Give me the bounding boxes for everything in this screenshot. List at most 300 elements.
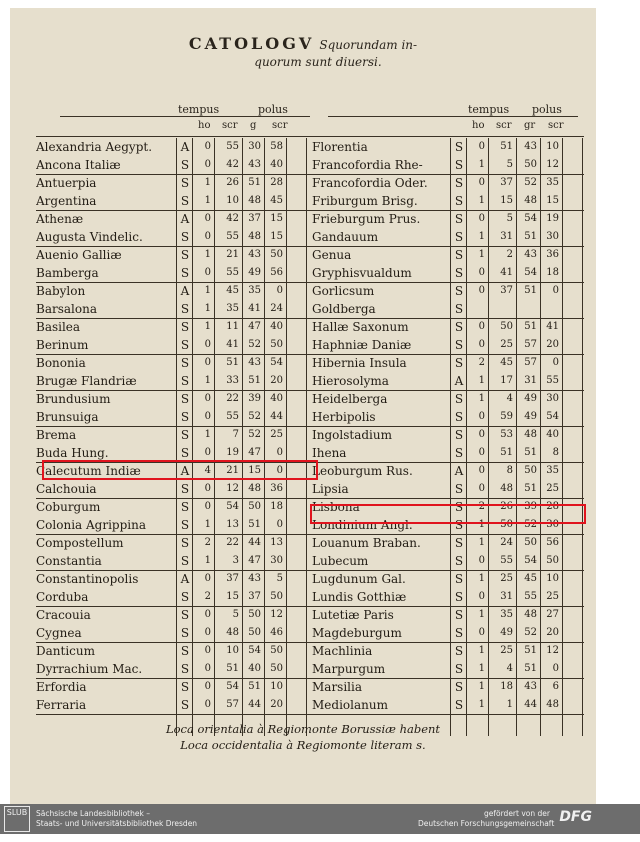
right-position-letter: A (454, 464, 464, 478)
right-value: 0 (478, 321, 485, 332)
left-place-name: Ferraria (36, 698, 87, 712)
left-value: 1 (204, 375, 211, 386)
left-place-name: Erfordia (36, 680, 87, 694)
left-place-name: Babylon (36, 284, 86, 298)
left-value: 28 (270, 177, 283, 188)
row-pair-rule (36, 318, 584, 319)
left-value: 0 (204, 627, 211, 638)
table-row (10, 212, 596, 227)
table-row (10, 626, 596, 641)
left-position-letter: S (180, 554, 190, 568)
left-value: 21 (226, 465, 239, 476)
row-pair-rule (36, 426, 584, 427)
table-row (10, 482, 596, 497)
left-value: 0 (204, 213, 211, 224)
right-value: 0 (552, 285, 559, 296)
left-value: 3 (232, 555, 239, 566)
left-place-name: Alexandria Aegypt. (36, 140, 153, 154)
right-place-name: Friburgum Brisg. (312, 194, 418, 208)
right-value: 10 (546, 141, 559, 152)
right-value: 59 (500, 411, 513, 422)
right-sub-ho: ho (472, 120, 485, 131)
right-value: 49 (524, 411, 537, 422)
table-row (10, 320, 596, 335)
left-value: 4 (204, 465, 211, 476)
right-value: 39 (524, 501, 537, 512)
left-tempus-header: tempus (178, 103, 220, 116)
table-row (10, 662, 596, 677)
right-value: 0 (478, 411, 485, 422)
right-value: 6 (552, 681, 559, 692)
left-value: 0 (204, 609, 211, 620)
library-name-2: Staats- und Universitätsbibliothek Dresden (36, 819, 198, 828)
left-value: 44 (270, 411, 283, 422)
table-row (10, 536, 596, 551)
left-value: 40 (270, 393, 283, 404)
right-value: 35 (546, 465, 559, 476)
left-place-name: Calchouia (36, 482, 97, 496)
right-place-name: Lipsia (312, 482, 349, 496)
right-position-letter: S (454, 266, 464, 280)
left-position-letter: A (180, 464, 190, 478)
table-row (10, 680, 596, 695)
left-value: 37 (226, 573, 239, 584)
left-value: 0 (204, 573, 211, 584)
left-place-name: Dyrrachium Mac. (36, 662, 143, 676)
right-place-name: Magdeburgum (312, 626, 402, 640)
header-rule-left (60, 116, 310, 117)
right-value: 0 (478, 627, 485, 638)
right-value: 30 (546, 393, 559, 404)
left-value: 51 (248, 375, 261, 386)
right-value: 19 (546, 213, 559, 224)
right-value: 0 (478, 339, 485, 350)
right-value: 0 (478, 177, 485, 188)
right-position-letter: S (454, 248, 464, 262)
left-value: 1 (204, 249, 211, 260)
left-place-name: Cracouia (36, 608, 91, 622)
left-place-name: Augusta Vindelic. (36, 230, 143, 244)
right-value: 48 (524, 429, 537, 440)
left-position-letter: S (180, 194, 190, 208)
right-value: 40 (546, 429, 559, 440)
left-place-name: Berinum (36, 338, 89, 352)
right-position-letter: S (454, 284, 464, 298)
table-row (10, 572, 596, 587)
left-value: 0 (204, 447, 211, 458)
right-value: 2 (506, 249, 513, 260)
left-value: 47 (248, 555, 261, 566)
left-value: 52 (248, 339, 261, 350)
right-position-letter: S (454, 518, 464, 532)
left-value: 58 (270, 141, 283, 152)
right-place-name: Londinium Angl. (312, 518, 413, 532)
right-position-letter: S (454, 158, 464, 172)
right-value: 5 (506, 159, 513, 170)
left-value: 51 (248, 519, 261, 530)
right-value: 52 (524, 627, 537, 638)
table-row (10, 284, 596, 299)
left-value: 50 (270, 339, 283, 350)
left-value: 15 (226, 591, 239, 602)
left-value: 51 (248, 681, 261, 692)
right-value: 57 (524, 357, 537, 368)
left-value: 44 (248, 537, 261, 548)
left-value: 42 (226, 213, 239, 224)
right-place-name: Lisbona (312, 500, 360, 514)
left-place-name: Bononia (36, 356, 86, 370)
right-value: 1 (478, 393, 485, 404)
right-value: 15 (546, 195, 559, 206)
right-sub-scr2: scr (548, 120, 564, 131)
right-value: 25 (500, 645, 513, 656)
table-row (10, 356, 596, 371)
table-row (10, 158, 596, 173)
right-value: 31 (500, 591, 513, 602)
right-place-name: Gryphisvualdum (312, 266, 412, 280)
table-row (10, 176, 596, 191)
highlight-lisbona (310, 504, 586, 524)
right-value: 41 (500, 267, 513, 278)
left-value: 1 (204, 195, 211, 206)
right-value: 18 (546, 267, 559, 278)
left-value: 55 (226, 267, 239, 278)
left-value: 19 (226, 447, 239, 458)
right-value: 1 (478, 573, 485, 584)
left-value: 50 (270, 591, 283, 602)
left-value: 41 (248, 303, 261, 314)
left-value: 52 (248, 429, 261, 440)
left-position-letter: A (180, 572, 190, 586)
left-position-letter: S (180, 536, 190, 550)
right-value: 55 (524, 591, 537, 602)
right-value: 18 (500, 681, 513, 692)
left-position-letter: S (180, 608, 190, 622)
left-position-letter: S (180, 500, 190, 514)
left-value: 15 (248, 465, 261, 476)
funder-line-1: gefördert von der (484, 809, 550, 818)
right-position-letter: S (454, 338, 464, 352)
right-place-name: Lugdunum Gal. (312, 572, 406, 586)
left-position-letter: S (180, 410, 190, 424)
left-value: 51 (226, 663, 239, 674)
right-position-letter: A (454, 374, 464, 388)
left-place-name: Auenio Galliæ (36, 248, 122, 262)
left-value: 43 (248, 357, 261, 368)
left-position-letter: S (180, 176, 190, 190)
table-row (10, 248, 596, 263)
right-position-letter: S (454, 554, 464, 568)
left-value: 18 (270, 501, 283, 512)
right-position-letter: S (454, 230, 464, 244)
right-value: 51 (524, 663, 537, 674)
right-value: 0 (478, 483, 485, 494)
right-value: 25 (546, 483, 559, 494)
left-value: 25 (270, 429, 283, 440)
left-place-name: Antuerpia (36, 176, 97, 190)
table-row (10, 392, 596, 407)
left-polus-header: polus (258, 103, 288, 116)
left-value: 54 (226, 681, 239, 692)
footnote-line-1: Loca orientalia à Regiomonte Borussiæ habent (165, 722, 441, 736)
left-place-name: Ancona Italiæ (36, 158, 121, 172)
slub-logo (4, 806, 30, 832)
left-place-name: Athenæ (36, 212, 84, 226)
left-value: 55 (226, 141, 239, 152)
table-row (10, 410, 596, 425)
title-rest-1: Squorundam in- (319, 38, 418, 52)
left-value: 26 (226, 177, 239, 188)
left-value: 0 (276, 447, 283, 458)
left-value: 51 (248, 177, 261, 188)
right-position-letter: S (454, 536, 464, 550)
left-place-name: Basilea (36, 320, 81, 334)
title-rest-2: quorum sunt diuersi. (254, 55, 382, 69)
left-value: 49 (248, 267, 261, 278)
left-value: 15 (270, 231, 283, 242)
right-value: 49 (500, 627, 513, 638)
left-position-letter: S (180, 320, 190, 334)
left-value: 0 (204, 501, 211, 512)
left-place-name: Argentina (36, 194, 97, 208)
right-value: 20 (546, 627, 559, 638)
table-row (10, 302, 596, 317)
left-value: 50 (270, 663, 283, 674)
right-value: 49 (524, 393, 537, 404)
right-sub-scr: scr (496, 120, 512, 131)
right-place-name: Gorlicsum (312, 284, 375, 298)
left-value: 42 (226, 159, 239, 170)
left-value: 0 (276, 285, 283, 296)
right-value: 10 (546, 573, 559, 584)
right-value: 55 (500, 555, 513, 566)
right-value: 8 (506, 465, 513, 476)
right-value: 37 (500, 177, 513, 188)
left-place-name: Bamberga (36, 266, 99, 280)
left-value: 0 (204, 339, 211, 350)
right-value: 48 (524, 195, 537, 206)
right-value: 25 (500, 339, 513, 350)
left-value: 13 (226, 519, 239, 530)
right-position-letter: S (454, 698, 464, 712)
left-value: 0 (204, 663, 211, 674)
row-pair-rule (36, 534, 584, 535)
right-value: 51 (524, 231, 537, 242)
right-value: 1 (478, 663, 485, 674)
table-row (10, 446, 596, 461)
right-place-name: Hibernia Insula (312, 356, 407, 370)
right-value: 0 (478, 465, 485, 476)
right-place-name: Florentia (312, 140, 368, 154)
left-position-letter: S (180, 680, 190, 694)
left-position-letter: A (180, 284, 190, 298)
right-position-letter: S (454, 194, 464, 208)
right-value: 36 (546, 249, 559, 260)
row-pair-rule (36, 390, 584, 391)
right-value: 48 (500, 483, 513, 494)
left-value: 45 (270, 195, 283, 206)
right-value: 37 (500, 285, 513, 296)
left-value: 13 (270, 537, 283, 548)
right-value: 0 (478, 285, 485, 296)
library-name-1: Sächsische Landesbibliothek – (36, 809, 150, 818)
left-place-name: Brundusium (36, 392, 111, 406)
left-place-name: Calecutum Indiæ (36, 464, 141, 478)
right-value: 52 (524, 519, 537, 530)
left-place-name: Brema (36, 428, 77, 442)
row-pair-rule (36, 642, 584, 643)
left-value: 7 (232, 429, 239, 440)
right-value: 50 (500, 321, 513, 332)
left-position-letter: S (180, 392, 190, 406)
left-position-letter: S (180, 662, 190, 676)
left-value: 5 (232, 609, 239, 620)
right-value: 41 (546, 321, 559, 332)
left-value: 0 (204, 699, 211, 710)
left-value: 1 (204, 321, 211, 332)
right-position-letter: S (454, 644, 464, 658)
right-value: 54 (546, 411, 559, 422)
right-position-letter: S (454, 212, 464, 226)
left-position-letter: S (180, 374, 190, 388)
left-value: 0 (204, 231, 211, 242)
left-value: 45 (226, 285, 239, 296)
right-value: 24 (500, 537, 513, 548)
left-value: 0 (204, 159, 211, 170)
right-position-letter: S (454, 608, 464, 622)
left-sub-ho: ho (198, 120, 211, 131)
left-value: 54 (248, 645, 261, 656)
left-value: 54 (270, 357, 283, 368)
left-value: 35 (248, 285, 261, 296)
right-place-name: Herbipolis (312, 410, 376, 424)
left-position-letter: S (180, 302, 190, 316)
row-pair-rule (36, 246, 584, 247)
right-tempus-header: tempus (468, 103, 510, 116)
right-value: 25 (546, 591, 559, 602)
table-row (10, 590, 596, 605)
left-value: 0 (204, 645, 211, 656)
left-value: 0 (276, 519, 283, 530)
left-value: 0 (204, 357, 211, 368)
right-place-name: Ingolstadium (312, 428, 392, 442)
right-place-name: Francofordia Oder. (312, 176, 428, 190)
left-position-letter: S (180, 338, 190, 352)
right-value: 51 (524, 483, 537, 494)
right-value: 8 (552, 447, 559, 458)
left-value: 1 (204, 429, 211, 440)
left-value: 10 (226, 645, 239, 656)
table-row (10, 644, 596, 659)
left-value: 12 (226, 483, 239, 494)
left-value: 48 (226, 627, 239, 638)
left-value: 46 (270, 627, 283, 638)
left-position-letter: A (180, 212, 190, 226)
left-value: 40 (270, 159, 283, 170)
right-value: 51 (524, 447, 537, 458)
left-value: 35 (226, 303, 239, 314)
table-row (10, 140, 596, 155)
left-value: 50 (248, 501, 261, 512)
right-value: 31 (500, 231, 513, 242)
right-place-name: Lundis Gotthiæ (312, 590, 407, 604)
left-value: 0 (204, 393, 211, 404)
left-place-name: Corduba (36, 590, 89, 604)
right-value: 43 (524, 141, 537, 152)
right-value: 0 (478, 429, 485, 440)
left-value: 21 (226, 249, 239, 260)
row-pair-rule (36, 606, 584, 607)
right-value: 50 (546, 555, 559, 566)
left-value: 55 (226, 411, 239, 422)
left-position-letter: S (180, 518, 190, 532)
right-sub-gr: gr (524, 120, 536, 131)
right-value: 56 (546, 537, 559, 548)
right-value: 30 (546, 519, 559, 530)
right-place-name: Francofordia Rhe- (312, 158, 423, 172)
right-value: 0 (552, 663, 559, 674)
right-place-name: Goldberga (312, 302, 376, 316)
left-value: 2 (204, 537, 211, 548)
left-value: 55 (226, 231, 239, 242)
right-value: 50 (524, 537, 537, 548)
left-position-letter: S (180, 482, 190, 496)
left-value: 41 (226, 339, 239, 350)
right-value: 1 (478, 159, 485, 170)
right-value: 51 (500, 447, 513, 458)
table-row (10, 338, 596, 353)
right-value: 2 (478, 357, 485, 368)
right-place-name: Hierosolyma (312, 374, 389, 388)
row-pair-rule (36, 282, 584, 283)
right-value: 1 (478, 645, 485, 656)
left-place-name: Brunsuiga (36, 410, 99, 424)
left-value: 2 (204, 591, 211, 602)
right-value: 43 (524, 681, 537, 692)
right-place-name: Frieburgum Prus. (312, 212, 421, 226)
left-position-letter: S (180, 248, 190, 262)
left-value: 48 (248, 195, 261, 206)
left-position-letter: S (180, 356, 190, 370)
left-value: 57 (226, 699, 239, 710)
left-position-letter: S (180, 428, 190, 442)
right-position-letter: S (454, 140, 464, 154)
right-place-name: Haphniæ Daniæ (312, 338, 412, 352)
left-position-letter: S (180, 698, 190, 712)
right-value: 27 (546, 609, 559, 620)
right-value: 0 (552, 357, 559, 368)
right-value: 4 (506, 663, 513, 674)
right-value: 43 (524, 249, 537, 260)
left-value: 51 (226, 357, 239, 368)
table-row (10, 698, 596, 713)
right-value: 26 (500, 501, 513, 512)
left-sub-g: g (250, 120, 257, 131)
left-value: 22 (226, 393, 239, 404)
right-value: 1 (478, 249, 485, 260)
right-value: 31 (524, 375, 537, 386)
left-value: 50 (248, 627, 261, 638)
left-place-name: Brugæ Flandriæ (36, 374, 137, 388)
left-value: 12 (270, 609, 283, 620)
right-value: 44 (524, 699, 537, 710)
right-position-letter: S (454, 356, 464, 370)
table-row (10, 428, 596, 443)
right-value: 1 (478, 231, 485, 242)
left-value: 0 (204, 267, 211, 278)
left-value: 10 (270, 681, 283, 692)
right-place-name: Leoburgum Rus. (312, 464, 413, 478)
